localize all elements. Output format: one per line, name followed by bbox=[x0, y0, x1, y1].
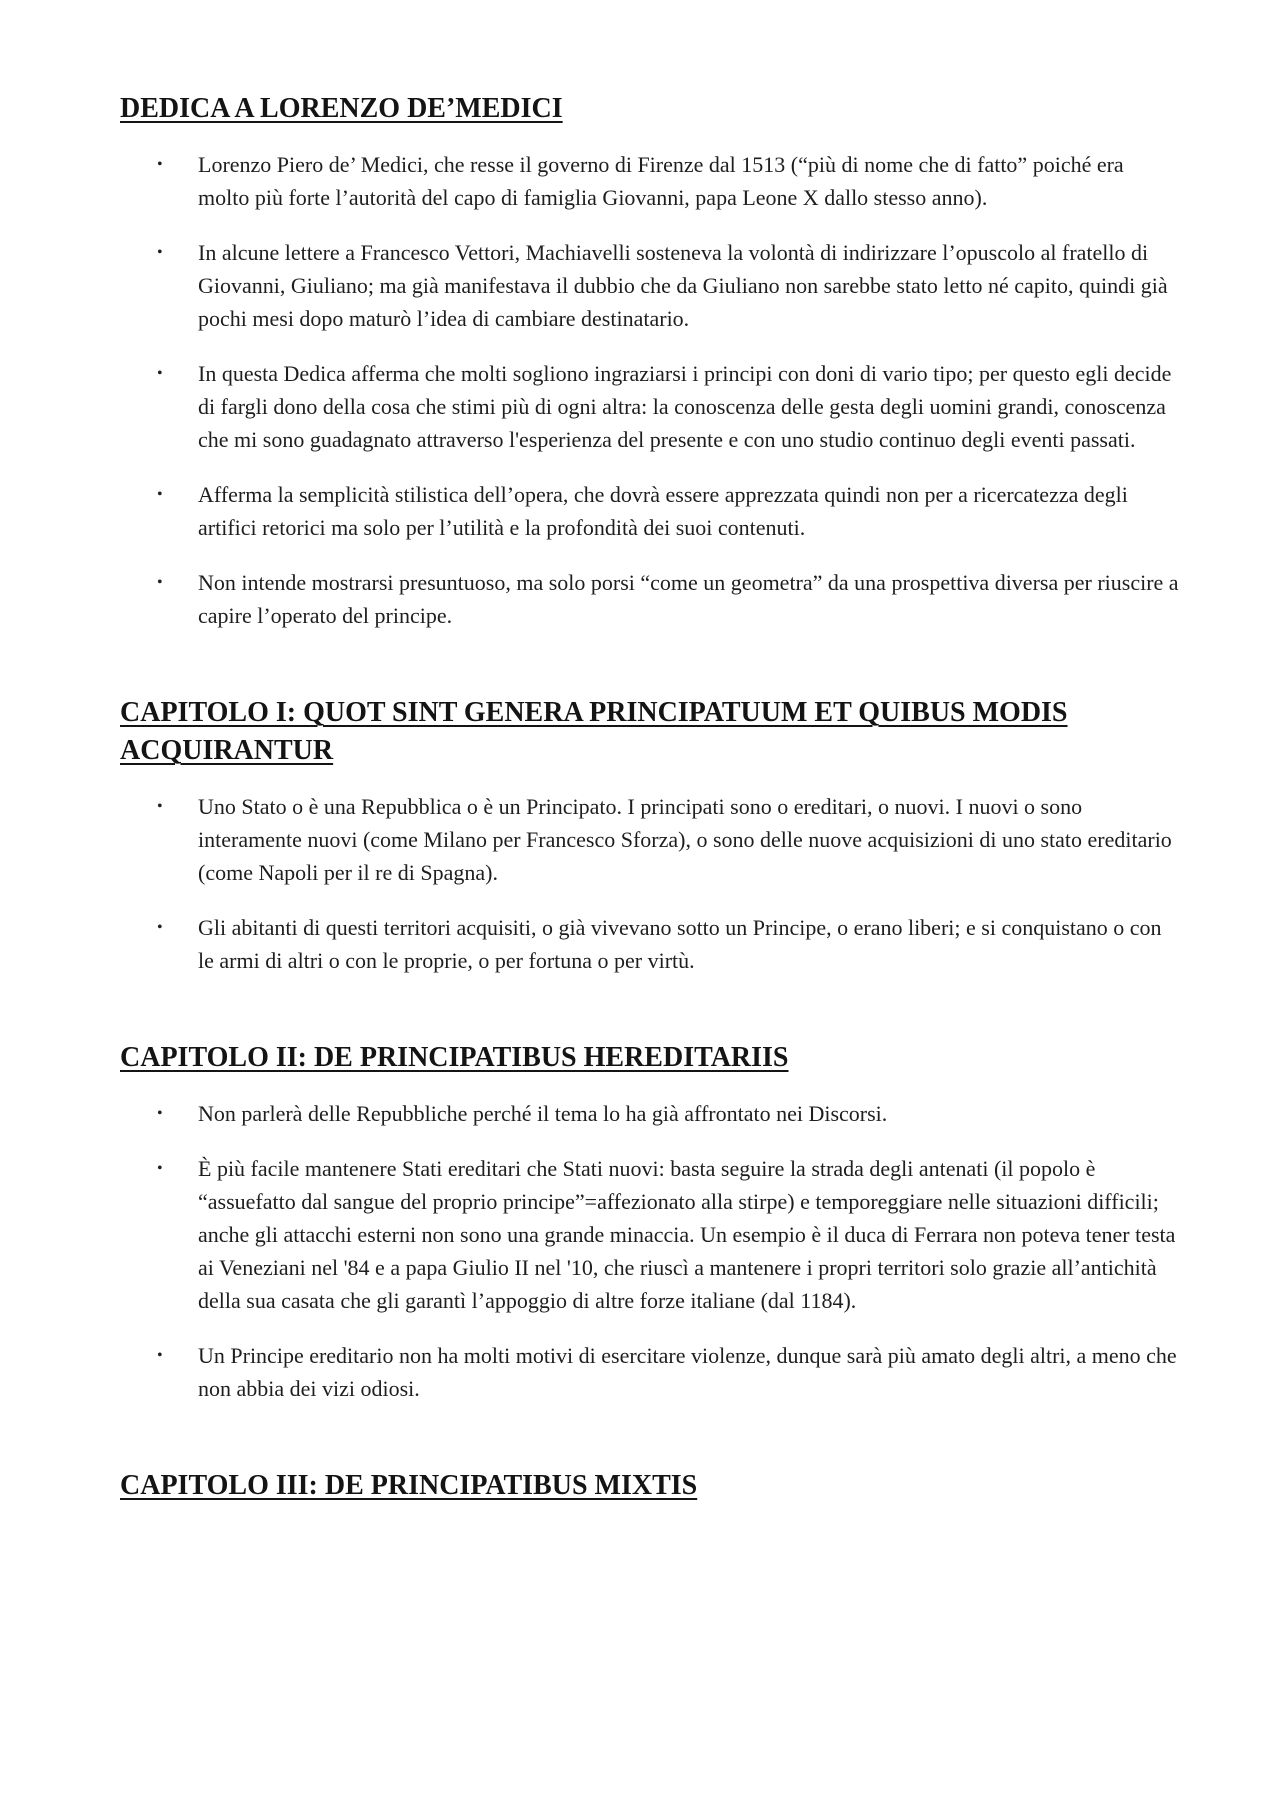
list-item bbox=[120, 148, 1180, 214]
list-item-text: È più facile mantenere Stati ereditari che Stati nuovi: basta seguire la strada degli antenati (il popolo è “assuefatto dal sangue del proprio principe”=affezionato alla stirpe) e temporeggiare nelle situazioni difficili; anche gli attacchi esterni non sono una grande minaccia. Un esempio è il duca di Ferrara non poteva tener testa ai Veneziani nel '84 e a papa Giulio II nel '10, che riuscì a mantenere i propri territori solo grazie all’antichità della sua casata che gli garantì l’appoggio di altre forze italiane (dal 1184). bbox=[198, 1156, 1176, 1313]
list-item bbox=[120, 236, 1180, 335]
section-capitolo-1 bbox=[120, 694, 1180, 977]
bullet-list bbox=[120, 1097, 1180, 1405]
list-item-text: Afferma la semplicità stilistica dell’opera, che dovrà essere apprezzata quindi non per a ricercatezza degli artifici retorici ma solo per l’utilità e la profondità dei suoi contenuti. bbox=[198, 482, 1128, 540]
list-item-text: Uno Stato o è una Repubblica o è un Principato. I principati sono o ereditari, o nuovi. I nuovi o sono interamente nuovi (come Milano per Francesco Sforza), o sono delle nuove acquisizioni di uno stato ereditario (come Napoli per il re di Spagna). bbox=[198, 794, 1172, 885]
list-item bbox=[120, 478, 1180, 544]
bullet-list bbox=[120, 790, 1180, 977]
bullet-icon: • bbox=[157, 574, 163, 591]
document-page bbox=[120, 90, 1180, 1525]
list-item-text: Un Principe ereditario non ha molti motivi di esercitare violenze, dunque sarà più amato degli altri, a meno che non abbia dei vizi odiosi. bbox=[198, 1343, 1177, 1401]
list-item-text: In alcune lettere a Francesco Vettori, Machiavelli sosteneva la volontà di indirizzare l’opuscolo al fratello di Giovanni, Giuliano; ma già manifestava il dubbio che da Giuliano non sarebbe stato letto né capito, quindi già pochi mesi dopo maturò l’idea di cambiare destinatario. bbox=[198, 240, 1168, 331]
list-item bbox=[120, 1097, 1180, 1130]
bullet-icon: • bbox=[157, 156, 163, 173]
list-item bbox=[120, 790, 1180, 889]
section-capitolo-2 bbox=[120, 1039, 1180, 1405]
section-heading: CAPITOLO I: QUOT SINT GENERA PRINCIPATUUM ET QUIBUS MODIS ACQUIRANTUR bbox=[120, 697, 1068, 766]
section-heading: DEDICA A LORENZO DE’MEDICI bbox=[120, 93, 563, 124]
section-heading: CAPITOLO III: DE PRINCIPATIBUS MIXTIS bbox=[120, 1470, 698, 1501]
bullet-icon: • bbox=[157, 1105, 163, 1122]
section-heading: CAPITOLO II: DE PRINCIPATIBUS HEREDITARIIS bbox=[120, 1042, 789, 1073]
bullet-icon: • bbox=[157, 1347, 163, 1364]
list-item bbox=[120, 1339, 1180, 1405]
list-item-text: Lorenzo Piero de’ Medici, che resse il governo di Firenze dal 1513 (“più di nome che di fatto” poiché era molto più forte l’autorità del capo di famiglia Giovanni, papa Leone X dallo stesso anno). bbox=[198, 152, 1124, 210]
bullet-icon: • bbox=[157, 919, 163, 936]
bullet-icon: • bbox=[157, 1160, 163, 1177]
bullet-icon: • bbox=[157, 244, 163, 261]
list-item bbox=[120, 357, 1180, 456]
list-item-text: In questa Dedica afferma che molti sogliono ingraziarsi i principi con doni di vario tipo; per questo egli decide di fargli dono della cosa che stimi più di ogni altra: la conoscenza delle gesta degli uomini grandi, conoscenza che mi sono guadagnato attraverso l'esperienza del presente e con uno studio continuo degli eventi passati. bbox=[198, 361, 1172, 452]
section-dedica bbox=[120, 90, 1180, 632]
bullet-list bbox=[120, 148, 1180, 632]
bullet-icon: • bbox=[157, 798, 163, 815]
list-item-text: Gli abitanti di questi territori acquisiti, o già vivevano sotto un Principe, o erano liberi; e si conquistano o con le armi di altri o con le proprie, o per fortuna o per virtù. bbox=[198, 915, 1162, 973]
section-capitolo-3 bbox=[120, 1467, 1180, 1505]
list-item-text: Non intende mostrarsi presuntuoso, ma solo porsi “come un geometra” da una prospettiva diversa per riuscire a capire l’operato del principe. bbox=[198, 570, 1179, 628]
list-item bbox=[120, 911, 1180, 977]
list-item bbox=[120, 1152, 1180, 1317]
bullet-icon: • bbox=[157, 365, 163, 382]
bullet-icon: • bbox=[157, 486, 163, 503]
list-item bbox=[120, 566, 1180, 632]
list-item-text: Non parlerà delle Repubbliche perché il tema lo ha già affrontato nei Discorsi. bbox=[198, 1101, 888, 1126]
